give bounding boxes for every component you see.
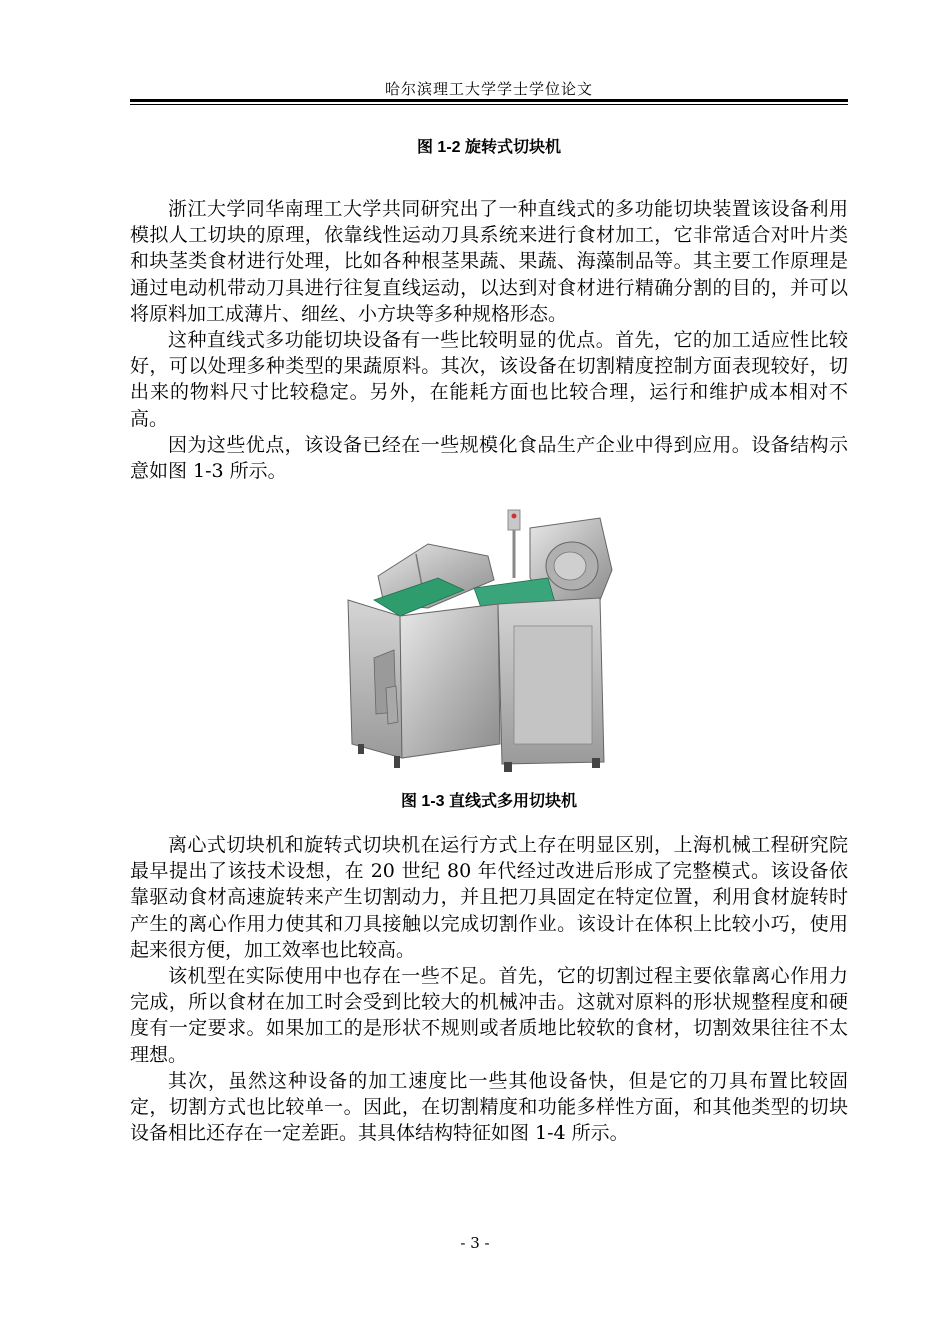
- paragraph: 该机型在实际使用中也存在一些不足。首先，它的切割过程主要依靠离心作用力完成，所以食材在加工时会受到比较大的机械冲击。这就对原料的形状规整程度和硬度有一定要求。如果加工的是形状不规则或者质地比较软的食材，切割效果往往不太理想。: [130, 965, 848, 1066]
- paragraph: 其次，虽然这种设备的加工速度比一些其他设备快，但是它的刀具布置比较固定，切割方式也比较单一。因此，在切割精度和功能多样性方面，和其他类型的切块设备相比还存在一定差距。其具体结构特征如图 1-4 所示。: [130, 1069, 848, 1145]
- dicing-machine-photo: [338, 508, 620, 786]
- section-a-text: [130, 196, 848, 484]
- header-rule-thin: [130, 104, 848, 105]
- paragraph: 浙江大学同华南理工大学共同研究出了一种直线式的多功能切块装置该设备利用模拟人工切块的原理，依靠线性运动刀具系统来进行食材加工，它非常适合对叶片类和块茎类食材进行处理，比如各种根茎果蔬、果蔬、海藻制品等。其主要工作原理是通过电动机带动刀具进行往复直线运动，以达到对食材进行精确分割的目的，并可以将原料加工成薄片、细丝、小方块等多种规格形态。: [130, 198, 848, 325]
- paragraph: 因为这些优点，该设备已经在一些规模化食品生产企业中得到应用。设备结构示意如图 1-3 所示。: [130, 433, 848, 483]
- figure-1-2-caption: 图 1-2 旋转式切块机: [416, 139, 562, 156]
- page-number: - 3 -: [460, 1234, 490, 1252]
- figure-1-3-caption: 图 1-3 直线式多用切块机: [400, 793, 578, 810]
- paragraph: 离心式切块机和旋转式切块机在运行方式上存在明显区别，上海机械工程研究院最早提出了该技术设想，在 20 世纪 80 年代经过改进后形成了完整模式。该设备依靠驱动食材高速旋转来产生切割动力，并且把刀具固定在特定位置，利用食材旋转时产生的离心作用力使其和刀具接触以完成切割作业。该设计在体积上比较小巧，使用起来很方便，加工效率也比较高。: [130, 834, 848, 961]
- paragraph: 这种直线式多功能切块设备有一些比较明显的优点。首先，它的加工适应性比较好，可以处理多种类型的果蔬原料。其次，该设备在切割精度控制方面表现较好，切出来的物料尺寸比较稳定。另外，在能耗方面也比较合理，运行和维护成本相对不高。: [130, 329, 848, 430]
- header-rule-thick: [130, 99, 848, 102]
- section-b-text: [130, 832, 848, 1146]
- running-header: 哈尔滨理工大学学士学位论文: [384, 80, 593, 98]
